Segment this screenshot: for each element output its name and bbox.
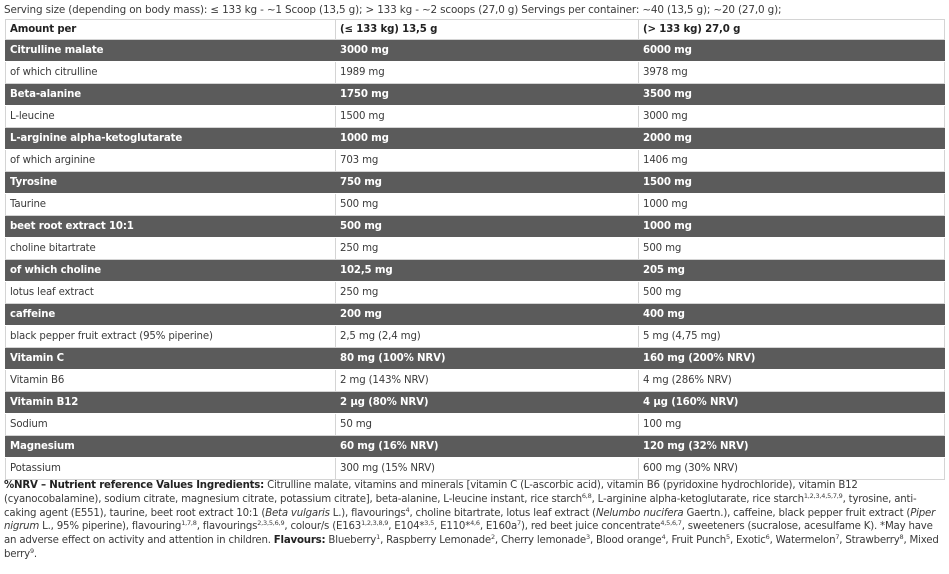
table-row: [6, 238, 945, 260]
footnote-ref: 9: [29, 546, 34, 555]
footnote-ref: 2,3,5,6,9: [257, 519, 285, 528]
flavour-name: Blueberry: [325, 535, 377, 547]
header-low-dose: (≤ 133 kg) 13,5 g: [336, 20, 639, 40]
amount-low-dose: 500 mg: [336, 194, 639, 216]
latin-name: Nelumbo nucifera: [595, 507, 684, 519]
ingredients-text: L.), flavourings: [329, 507, 406, 519]
table-row: [6, 62, 945, 84]
nutrient-name: L-leucine: [6, 106, 336, 128]
nutrient-name: Sodium: [6, 414, 336, 436]
nutrient-name: Vitamin B12: [6, 392, 336, 414]
footnote-ref: 4,5,6,7: [660, 519, 682, 528]
header-amount-per: Amount per: [6, 20, 336, 40]
amount-high-dose: 3978 mg: [639, 62, 945, 84]
nutrient-name: choline bitartrate: [6, 238, 336, 260]
table-row: [6, 84, 945, 106]
nutrient-name: Magnesium: [6, 436, 336, 458]
amount-low-dose: 1500 mg: [336, 106, 639, 128]
nutrient-name: L-arginine alpha-ketoglutarate: [6, 128, 336, 150]
ingredients-text: , E110*: [434, 521, 471, 533]
table-row: [6, 458, 945, 480]
nutrient-name: Vitamin B6: [6, 370, 336, 392]
amount-low-dose: 2 µg (80% NRV): [336, 392, 639, 414]
ingredients-text: Citrulline malate, vitamins and minerals [vitamin C (L-ascorbic acid), vitamin B6 (pyridoxine hydrochloride), vitamin B12 (cyanocobalamine), sodium citrate, magnesium citrate, potassium citrate], beta-alanine, L-leucine instant, rice starch: [4, 480, 858, 505]
amount-high-dose: 2000 mg: [639, 128, 945, 150]
ingredients-text: ), red beet juice concentrate: [520, 521, 661, 533]
table-row: [6, 392, 945, 414]
nutrient-name: Taurine: [6, 194, 336, 216]
footnote-ref: 1,2,3,4,5,7,9: [803, 491, 843, 500]
footnote-ref: 2: [490, 533, 495, 542]
table-row: [6, 260, 945, 282]
amount-low-dose: 50 mg: [336, 414, 639, 436]
footnote-ref: 1,7,8: [181, 519, 197, 528]
ingredients-text: , L-arginine alpha-ketoglutarate, rice starch: [591, 493, 804, 505]
amount-high-dose: 120 mg (32% NRV): [639, 436, 945, 458]
table-row: [6, 172, 945, 194]
table-body: [6, 40, 945, 480]
flavours-label: Flavours:: [273, 535, 326, 547]
table-row: [6, 106, 945, 128]
table-row: [6, 436, 945, 458]
ingredients-text: , flavourings: [196, 521, 258, 533]
nutrient-name: black pepper fruit extract (95% piperine): [6, 326, 336, 348]
flavour-name: , Cherry lemonade: [494, 535, 586, 547]
ingredients-text: , colour/s (E163: [284, 521, 362, 533]
table-row: [6, 348, 945, 370]
table-row: [6, 150, 945, 172]
amount-high-dose: 1000 mg: [639, 216, 945, 238]
table-row: [6, 282, 945, 304]
nutrient-name: Vitamin C: [6, 348, 336, 370]
flavour-name: , Strawberry: [839, 535, 900, 547]
amount-high-dose: 1500 mg: [639, 172, 945, 194]
footnote-ref: 4,6: [470, 519, 480, 528]
amount-high-dose: 1406 mg: [639, 150, 945, 172]
amount-high-dose: 5 mg (4,75 mg): [639, 326, 945, 348]
amount-high-dose: 600 mg (30% NRV): [639, 458, 945, 480]
amount-low-dose: 500 mg: [336, 216, 639, 238]
amount-high-dose: 4 mg (286% NRV): [639, 370, 945, 392]
nutrition-table: [5, 19, 945, 480]
flavour-name: , Fruit Punch: [665, 535, 727, 547]
ingredients-text: , sweeteners (sucralose, acesulfame K). *May have an adverse effect on activity and attention in children.: [4, 521, 933, 547]
amount-low-dose: 200 mg: [336, 304, 639, 326]
latin-name: Piper nigrum: [4, 507, 936, 533]
footnote-ref: 6: [765, 533, 770, 542]
amount-low-dose: 250 mg: [336, 238, 639, 260]
header-high-dose: (> 133 kg) 27,0 g: [639, 20, 945, 40]
nutrient-name: Potassium: [6, 458, 336, 480]
amount-low-dose: 102,5 mg: [336, 260, 639, 282]
table-row: [6, 370, 945, 392]
nutrient-name: of which citrulline: [6, 62, 336, 84]
amount-high-dose: 160 mg (200% NRV): [639, 348, 945, 370]
amount-low-dose: 250 mg: [336, 282, 639, 304]
amount-low-dose: 2 mg (143% NRV): [336, 370, 639, 392]
amount-low-dose: 703 mg: [336, 150, 639, 172]
nutrient-name: Tyrosine: [6, 172, 336, 194]
table-row: [6, 414, 945, 436]
flavour-name: , Blood orange: [589, 535, 662, 547]
table-row: [6, 128, 945, 150]
footnote-ref: 1,2,3,8,9: [361, 519, 389, 528]
nutrient-name: beet root extract 10:1: [6, 216, 336, 238]
table-row: [6, 216, 945, 238]
amount-high-dose: 3500 mg: [639, 84, 945, 106]
ingredients-text: , tyrosine, anti-caking agent (E551), taurine, beet root extract 10:1 (: [4, 493, 917, 519]
footnote-ref: 6,8: [581, 491, 592, 500]
amount-low-dose: 1000 mg: [336, 128, 639, 150]
amount-high-dose: 400 mg: [639, 304, 945, 326]
flavour-name: , Exotic: [729, 535, 766, 547]
flavour-name: , Watermelon: [769, 535, 836, 547]
serving-size-line: Serving size (depending on body mass): ≤ 133 kg - ~1 Scoop (13,5 g); > 133 kg - ~2 scoops (27,0 g) Servings per container: ~40 (13,5 g); ~20 (27,0 g);: [4, 4, 782, 16]
table-row: [6, 304, 945, 326]
flavour-name: , Raspberry Lemonade: [380, 535, 491, 547]
amount-high-dose: 500 mg: [639, 282, 945, 304]
footnote-ref: 4: [661, 533, 666, 542]
amount-low-dose: 750 mg: [336, 172, 639, 194]
nutrient-name: Citrulline malate: [6, 40, 336, 62]
footnote-ref: 8: [899, 533, 904, 542]
table-header-row: [6, 20, 945, 40]
footnote-ref: 3: [586, 533, 590, 542]
latin-name: Beta vulgaris: [265, 507, 330, 519]
amount-high-dose: 100 mg: [639, 414, 945, 436]
amount-low-dose: 1750 mg: [336, 84, 639, 106]
nrv-ingredients-label: %NRV – Nutrient reference Values Ingredients:: [4, 480, 265, 491]
amount-low-dose: 2,5 mg (2,4 mg): [336, 326, 639, 348]
ingredients-text: L., 95% piperine), flavouring: [39, 521, 182, 533]
nutrient-name: lotus leaf extract: [6, 282, 336, 304]
table-row: [6, 194, 945, 216]
footnote-ref: 7: [835, 533, 840, 542]
footnote-ref: 1: [376, 533, 381, 542]
ingredients-text: .: [33, 548, 37, 560]
ingredients-text: , E104*: [388, 521, 425, 533]
footnote-ref: 3,5: [424, 519, 435, 528]
amount-high-dose: 3000 mg: [639, 106, 945, 128]
ingredients-text: , choline bitartrate, lotus leaf extract (: [409, 507, 596, 519]
footnote-ref: 7: [517, 519, 521, 528]
flavour-name: , Mixed berry: [4, 535, 939, 560]
amount-low-dose: 3000 mg: [336, 40, 639, 62]
amount-low-dose: 80 mg (100% NRV): [336, 348, 639, 370]
table-row: [6, 326, 945, 348]
amount-low-dose: 300 mg (15% NRV): [336, 458, 639, 480]
table-row: [6, 40, 945, 62]
nutrient-name: of which arginine: [6, 150, 336, 172]
nutrient-name: of which choline: [6, 260, 336, 282]
amount-high-dose: 1000 mg: [639, 194, 945, 216]
nutrient-name: caffeine: [6, 304, 336, 326]
amount-low-dose: 60 mg (16% NRV): [336, 436, 639, 458]
amount-high-dose: 6000 mg: [639, 40, 945, 62]
footnote-ref: 4: [405, 505, 410, 514]
ingredients-text: , E160a: [479, 521, 518, 533]
amount-high-dose: 500 mg: [639, 238, 945, 260]
ingredients-paragraph: [4, 479, 942, 562]
amount-low-dose: 1989 mg: [336, 62, 639, 84]
amount-high-dose: 205 mg: [639, 260, 945, 282]
footnote-ref: 5: [726, 533, 730, 542]
amount-high-dose: 4 µg (160% NRV): [639, 392, 945, 414]
ingredients-text: Gaertn.), caffeine, black pepper fruit extract (: [683, 507, 911, 519]
nutrient-name: Beta-alanine: [6, 84, 336, 106]
